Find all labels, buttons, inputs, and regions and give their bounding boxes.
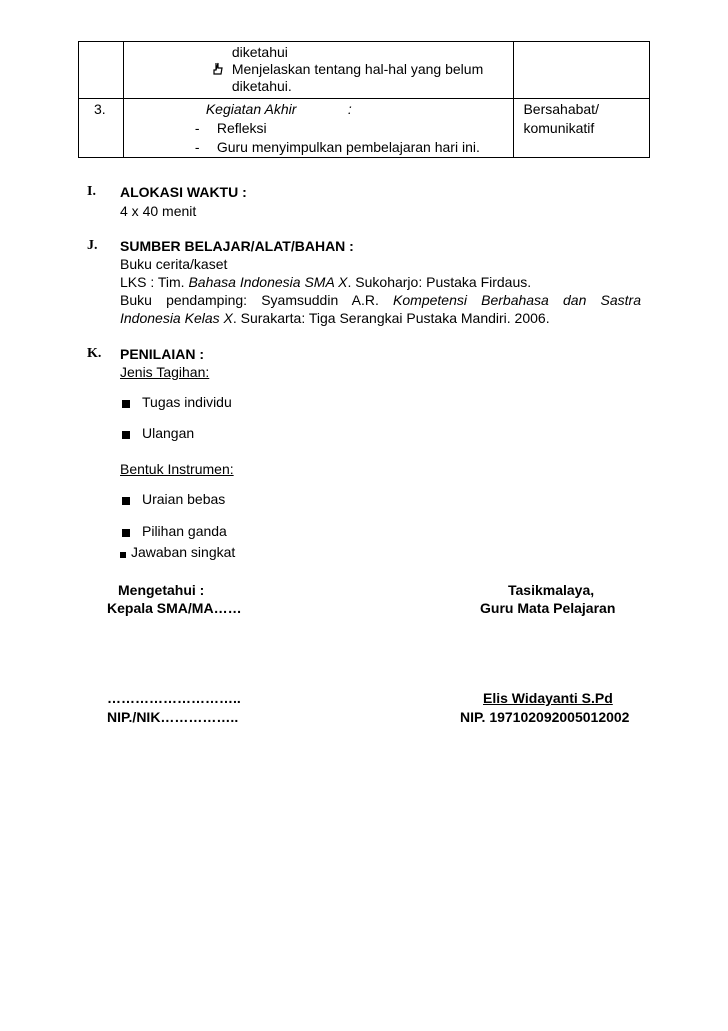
signature-right-title: Guru Mata Pelajaran xyxy=(480,600,616,616)
list-item: Jawaban singkat xyxy=(131,544,236,560)
section-heading: ALOKASI WAKTU : xyxy=(120,184,247,200)
dash-icon: - xyxy=(194,139,200,155)
tagihan-label: Jenis Tagihan: xyxy=(120,364,210,380)
activity-table xyxy=(78,41,650,158)
square-bullet-icon xyxy=(122,395,130,411)
list-item: Tugas individu xyxy=(142,394,232,410)
reference-line: Buku pendamping: Syamsuddin A.R. Kompetensi Berbahasa dan Sastra xyxy=(120,292,641,308)
table-row xyxy=(79,99,650,158)
section-text: Buku cerita/kaset xyxy=(120,256,228,272)
section-heading: PENILAIAN : xyxy=(120,346,204,362)
signature-right-name: Elis Widayanti S.Pd xyxy=(483,690,613,706)
list-item: Ulangan xyxy=(142,425,195,441)
row-number: 3. xyxy=(94,101,106,117)
signature-right-nip: NIP. 197102092005012002 xyxy=(460,709,630,725)
dash-icon: - xyxy=(194,120,200,136)
section-text: 4 x 40 menit xyxy=(120,203,197,219)
section-letter: I. xyxy=(87,184,96,199)
list-item: Pilihan ganda xyxy=(142,523,227,539)
signature-left-heading: Mengetahui : xyxy=(118,582,205,598)
list-item: Uraian bebas xyxy=(142,491,226,507)
square-bullet-icon xyxy=(122,524,130,540)
signature-left-name: ……………………….. xyxy=(107,690,241,706)
activity-label: Kegiatan Akhir xyxy=(205,101,297,117)
signature-right-place: Tasikmalaya, xyxy=(508,582,595,598)
reference-line: Indonesia Kelas X. Surakarta: Tiga Serangkai Pustaka Mandiri. 2006. xyxy=(120,310,550,326)
instrumen-label: Bentuk Instrumen: xyxy=(120,461,234,477)
table-text: diketahui. xyxy=(231,78,292,94)
activity-item: Guru menyimpulkan pembelajaran hari ini. xyxy=(216,139,480,155)
table-row xyxy=(79,42,650,99)
section-letter: K. xyxy=(87,346,102,361)
section-heading: SUMBER BELAJAR/ALAT/BAHAN : xyxy=(120,238,354,254)
activity-item: Refleksi xyxy=(216,120,267,136)
section-letter: J. xyxy=(87,238,98,253)
reference-line: LKS : Tim. Bahasa Indonesia SMA X. Sukoharjo: Pustaka Firdaus. xyxy=(120,274,532,290)
signature-left-title: Kepala SMA/MA…… xyxy=(107,600,242,616)
character-value: komunikatif xyxy=(523,120,595,136)
signature-left-nip: NIP./NIK…………….. xyxy=(107,709,239,725)
square-bullet-icon xyxy=(122,426,130,442)
square-bullet-icon xyxy=(120,546,126,562)
activity-colon: : xyxy=(347,101,352,117)
square-bullet-icon xyxy=(122,492,130,508)
hand-pointer-icon xyxy=(212,62,224,80)
character-value: Bersahabat/ xyxy=(523,101,599,117)
table-text: Menjelaskan tentang hal-hal yang belum xyxy=(231,61,484,77)
table-text: diketahui xyxy=(231,44,288,60)
